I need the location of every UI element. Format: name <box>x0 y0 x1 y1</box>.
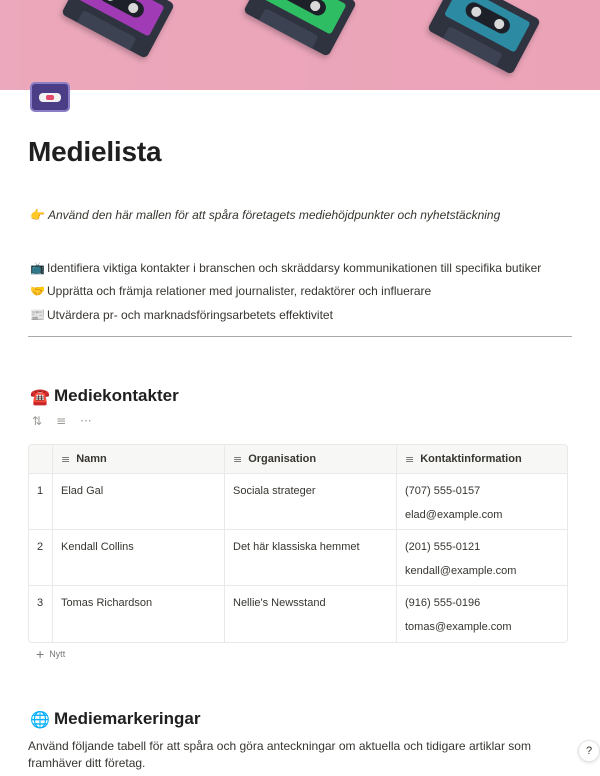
table-header <box>29 445 567 474</box>
row-number-header <box>29 445 53 473</box>
text-property-icon: ≡ <box>233 452 243 466</box>
table-row[interactable] <box>29 474 567 530</box>
add-new-row-button[interactable] <box>36 646 65 662</box>
section-heading-text: Mediekontakter <box>54 386 179 405</box>
cell-organisation[interactable]: Det här klassiska hemmet <box>225 530 397 585</box>
row-number: 1 <box>29 474 53 529</box>
intro-callout <box>30 208 500 222</box>
more-options-icon[interactable]: ··· <box>80 414 92 428</box>
cover-image <box>0 0 600 90</box>
sort-icon[interactable]: ⇅ <box>32 414 43 428</box>
table-row[interactable] <box>29 586 567 642</box>
mentions-description: Använd följande tabell för att spåra och göra anteckningar om aktuella och tidigare artiklar som framhäver ditt företag. <box>28 739 531 770</box>
row-number: 3 <box>29 586 53 642</box>
list-item-text: Upprätta och främja relationer med journalister, redaktörer och influerare <box>47 284 432 299</box>
column-header-name[interactable]: ≡ Namn <box>53 445 225 473</box>
phone-number: (201) 555-0121 <box>405 541 481 553</box>
television-icon: 📺 <box>30 260 45 275</box>
section-heading-mentions <box>30 709 200 729</box>
cell-contact-info[interactable] <box>397 530 567 585</box>
email-address: elad@example.com <box>405 509 503 521</box>
goals-list <box>30 256 541 327</box>
telephone-icon: ☎️ <box>30 386 50 406</box>
text-property-icon: ≡ <box>61 452 71 466</box>
section-heading-contacts <box>30 386 179 406</box>
row-number: 2 <box>29 530 53 585</box>
database-toolbar <box>32 414 92 428</box>
intro-text: Använd den här mallen för att spåra företagets mediehöjdpunkter och nyhetstäckning <box>48 208 501 222</box>
contacts-table <box>28 444 568 643</box>
cell-name[interactable]: Tomas Richardson <box>53 586 225 642</box>
cell-organisation[interactable]: Nellie's Newsstand <box>225 586 397 642</box>
text-property-icon: ≡ <box>405 452 415 466</box>
phone-number: (707) 555-0157 <box>405 485 481 497</box>
list-item <box>30 256 541 280</box>
email-address: tomas@example.com <box>405 621 512 633</box>
column-header-contact-info[interactable]: ≡ Kontaktinformation <box>405 452 522 466</box>
table-row[interactable] <box>29 530 567 586</box>
list-item-text: Utvärdera pr- och marknadsföringsarbetets effektivitet <box>47 307 333 322</box>
pointing-hand-icon: 👉 <box>30 208 45 222</box>
cell-organisation[interactable]: Sociala strateger <box>225 474 397 529</box>
cell-contact-info[interactable] <box>397 474 567 529</box>
help-button[interactable]: ? <box>578 740 600 762</box>
page-icon[interactable] <box>30 82 70 112</box>
list-item <box>30 303 541 327</box>
plus-icon: + <box>36 646 45 662</box>
cell-contact-info[interactable] <box>397 586 567 642</box>
page-title: Medielista <box>28 136 162 167</box>
newspaper-icon: 📰 <box>30 307 45 322</box>
column-header-organisation[interactable]: ≡ Organisation <box>225 445 397 473</box>
divider <box>28 336 572 337</box>
cell-name[interactable]: Elad Gal <box>53 474 225 529</box>
filter-icon[interactable]: ≡ <box>56 414 67 428</box>
email-address: kendall@example.com <box>405 565 517 577</box>
cell-name[interactable]: Kendall Collins <box>53 530 225 585</box>
handshake-icon: 🤝 <box>30 284 45 299</box>
add-new-label: Nytt <box>49 649 66 659</box>
list-item-text: Identifiera viktiga kontakter i branschen och skräddarsy kommunikationen till specifika butiker <box>47 260 542 275</box>
globe-icon: 🌐 <box>30 709 50 729</box>
phone-number: (916) 555-0196 <box>405 597 481 609</box>
list-item <box>30 280 541 304</box>
section-heading-text: Mediemarkeringar <box>54 709 201 728</box>
